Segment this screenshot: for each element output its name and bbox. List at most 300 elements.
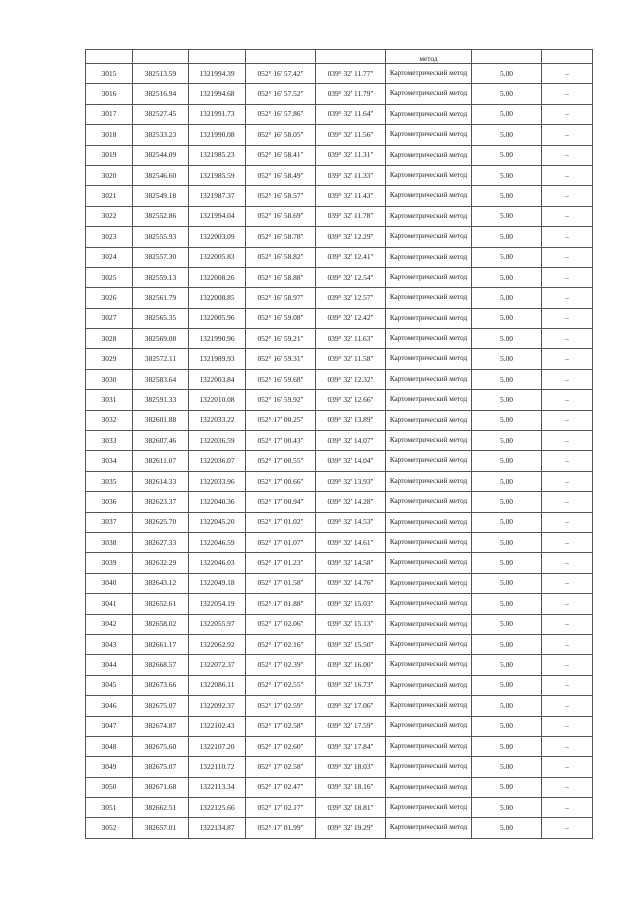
method-cell: Картометрический метод xyxy=(386,247,472,267)
description-cell: – xyxy=(542,186,593,206)
description-cell: – xyxy=(542,451,593,471)
latitude: 052° 16' 57.52" xyxy=(246,84,316,104)
description-cell: – xyxy=(542,369,593,389)
description-cell: – xyxy=(542,247,593,267)
point-number: 3029 xyxy=(86,349,133,369)
y-coordinate: 1322046.03 xyxy=(189,553,246,573)
x-coordinate: 382627.33 xyxy=(133,532,189,552)
point-number: 3022 xyxy=(86,206,133,226)
description-cell: – xyxy=(542,675,593,695)
y-coordinate: 1322033.22 xyxy=(189,410,246,430)
x-coordinate: 382623.37 xyxy=(133,492,189,512)
description-cell: – xyxy=(542,634,593,654)
point-number: 3047 xyxy=(86,716,133,736)
y-coordinate: 1322107.20 xyxy=(189,736,246,756)
latitude: 052° 17' 01.88" xyxy=(246,594,316,614)
table-row xyxy=(86,818,593,838)
description-cell: – xyxy=(542,716,593,736)
description-cell: – xyxy=(542,84,593,104)
table-row xyxy=(86,329,593,349)
method-cell: Картометрический метод xyxy=(386,777,472,797)
y-coordinate: 1322086.11 xyxy=(189,675,246,695)
table-row xyxy=(86,736,593,756)
description-cell: – xyxy=(542,655,593,675)
y-coordinate: 1322049.18 xyxy=(189,573,246,593)
y-coordinate: 1321991.73 xyxy=(189,104,246,124)
longitude: 039° 32' 15.13" xyxy=(316,614,386,634)
longitude: 039° 32' 11.77" xyxy=(316,64,386,84)
description-cell: – xyxy=(542,696,593,716)
longitude: 039° 32' 18.81" xyxy=(316,798,386,818)
method-cell: Картометрический метод xyxy=(386,573,472,593)
y-coordinate: 1322008.85 xyxy=(189,288,246,308)
latitude: 052° 16' 58.49" xyxy=(246,165,316,185)
x-coordinate: 382516.94 xyxy=(133,84,189,104)
table-row xyxy=(86,757,593,777)
method-cell: Картометрический метод xyxy=(386,145,472,165)
precision-cell: 5.00 xyxy=(472,492,542,512)
description-cell: – xyxy=(542,553,593,573)
table-row xyxy=(86,634,593,654)
x-coordinate: 382611.07 xyxy=(133,451,189,471)
table-row xyxy=(86,675,593,695)
point-number: 3016 xyxy=(86,84,133,104)
latitude: 052° 17' 00.66" xyxy=(246,471,316,491)
precision-cell: 5.00 xyxy=(472,145,542,165)
table-row xyxy=(86,655,593,675)
y-coordinate: 1322125.66 xyxy=(189,798,246,818)
precision-cell: 5.00 xyxy=(472,104,542,124)
table-row xyxy=(86,349,593,369)
x-coordinate: 382572.11 xyxy=(133,349,189,369)
x-coordinate: 382661.17 xyxy=(133,634,189,654)
x-coordinate: 382674.87 xyxy=(133,716,189,736)
description-cell: – xyxy=(542,390,593,410)
method-cell: Картометрический метод xyxy=(386,798,472,818)
point-number: 3033 xyxy=(86,431,133,451)
method-cell: Картометрический метод xyxy=(386,349,472,369)
y-coordinate: 1321994.39 xyxy=(189,64,246,84)
method-cell: Картометрический метод xyxy=(386,308,472,328)
point-number: 3038 xyxy=(86,532,133,552)
description-cell: – xyxy=(542,125,593,145)
point-number: 3049 xyxy=(86,757,133,777)
longitude: 039° 32' 14.07" xyxy=(316,431,386,451)
precision-cell: 5.00 xyxy=(472,349,542,369)
point-number: 3034 xyxy=(86,451,133,471)
point-number: 3044 xyxy=(86,655,133,675)
x-coordinate: 382658.02 xyxy=(133,614,189,634)
precision-cell: 5.00 xyxy=(472,267,542,287)
latitude: 052° 17' 02.55" xyxy=(246,675,316,695)
x-coordinate: 382544.09 xyxy=(133,145,189,165)
point-number: 3040 xyxy=(86,573,133,593)
latitude: 052° 17' 01.58" xyxy=(246,573,316,593)
longitude: 039° 32' 11.58" xyxy=(316,349,386,369)
y-coordinate: 1321987.37 xyxy=(189,186,246,206)
latitude: 052° 17' 01.02" xyxy=(246,512,316,532)
method-cell: Картометрический метод xyxy=(386,512,472,532)
precision-cell: 5.00 xyxy=(472,818,542,838)
precision-cell: 5.00 xyxy=(472,757,542,777)
latitude: 052° 16' 58.05" xyxy=(246,125,316,145)
latitude: 052° 16' 58.82" xyxy=(246,247,316,267)
table-row xyxy=(86,716,593,736)
precision-cell: 5.00 xyxy=(472,125,542,145)
y-coordinate: 1322072.37 xyxy=(189,655,246,675)
point-number: 3025 xyxy=(86,267,133,287)
point-number: 3041 xyxy=(86,594,133,614)
x-coordinate: 382552.86 xyxy=(133,206,189,226)
precision-cell: 5.00 xyxy=(472,64,542,84)
method-cell: Картометрический метод xyxy=(386,492,472,512)
method-cell: Картометрический метод xyxy=(386,125,472,145)
description-cell: – xyxy=(542,492,593,512)
description-cell: – xyxy=(542,267,593,287)
point-number: 3036 xyxy=(86,492,133,512)
longitude: 039° 32' 15.03" xyxy=(316,594,386,614)
point-number: 3035 xyxy=(86,471,133,491)
x-coordinate: 382601.88 xyxy=(133,410,189,430)
description-cell: – xyxy=(542,757,593,777)
longitude: 039° 32' 16.73" xyxy=(316,675,386,695)
longitude: 039° 32' 11.33" xyxy=(316,165,386,185)
longitude: 039° 32' 14.28" xyxy=(316,492,386,512)
table-row xyxy=(86,410,593,430)
longitude: 039° 32' 17.59" xyxy=(316,716,386,736)
latitude: 052° 16' 58.97" xyxy=(246,288,316,308)
description-cell: – xyxy=(542,777,593,797)
y-coordinate: 1322102.43 xyxy=(189,716,246,736)
y-coordinate: 1322055.97 xyxy=(189,614,246,634)
longitude: 039° 32' 11.43" xyxy=(316,186,386,206)
y-coordinate: 1321985.59 xyxy=(189,165,246,185)
point-number: 3045 xyxy=(86,675,133,695)
table-row xyxy=(86,431,593,451)
precision-cell: 5.00 xyxy=(472,165,542,185)
point-number: 3018 xyxy=(86,125,133,145)
longitude: 039° 32' 15.50" xyxy=(316,634,386,654)
point-number: 3027 xyxy=(86,308,133,328)
latitude: 052° 17' 02.60" xyxy=(246,736,316,756)
y-coordinate: 1322134.87 xyxy=(189,818,246,838)
table-row xyxy=(86,777,593,797)
method-cell: Картометрический метод xyxy=(386,757,472,777)
method-cell: Картометрический метод xyxy=(386,64,472,84)
x-coordinate: 382555.93 xyxy=(133,227,189,247)
precision-cell: 5.00 xyxy=(472,471,542,491)
longitude: 039° 32' 14.76" xyxy=(316,573,386,593)
y-coordinate: 1322045.20 xyxy=(189,512,246,532)
description-cell: – xyxy=(542,104,593,124)
description-cell: – xyxy=(542,614,593,634)
x-coordinate: 382643.12 xyxy=(133,573,189,593)
description-cell: – xyxy=(542,532,593,552)
method-cell: Картометрический метод xyxy=(386,206,472,226)
x-coordinate: 382583.64 xyxy=(133,369,189,389)
y-coordinate: 1322033.96 xyxy=(189,471,246,491)
y-coordinate: 1321990.08 xyxy=(189,125,246,145)
precision-cell: 5.00 xyxy=(472,390,542,410)
method-cell: Картометрический метод xyxy=(386,696,472,716)
precision-cell: 5.00 xyxy=(472,614,542,634)
point-number: 3037 xyxy=(86,512,133,532)
table-row xyxy=(86,267,593,287)
table-row xyxy=(86,84,593,104)
method-cell: Картометрический метод xyxy=(386,818,472,838)
latitude: 052° 17' 02.59" xyxy=(246,696,316,716)
table-row xyxy=(86,247,593,267)
method-cell: Картометрический метод xyxy=(386,655,472,675)
latitude: 052° 16' 58.41" xyxy=(246,145,316,165)
table-row xyxy=(86,227,593,247)
method-cell: Картометрический метод xyxy=(386,532,472,552)
precision-cell: 5.00 xyxy=(472,431,542,451)
latitude: 052° 16' 59.31" xyxy=(246,349,316,369)
description-cell: – xyxy=(542,736,593,756)
x-coordinate: 382675.07 xyxy=(133,696,189,716)
longitude: 039° 32' 19.29" xyxy=(316,818,386,838)
point-number: 3043 xyxy=(86,634,133,654)
longitude: 039° 32' 17.84" xyxy=(316,736,386,756)
latitude: 052° 17' 00.55" xyxy=(246,451,316,471)
precision-cell: 5.00 xyxy=(472,84,542,104)
description-cell: – xyxy=(542,798,593,818)
method-cell: Картометрический метод xyxy=(386,675,472,695)
latitude: 052° 17' 02.58" xyxy=(246,757,316,777)
y-coordinate: 1322054.19 xyxy=(189,594,246,614)
y-coordinate: 1322092.37 xyxy=(189,696,246,716)
x-coordinate: 382533.23 xyxy=(133,125,189,145)
method-cell: Картометрический метод xyxy=(386,614,472,634)
x-coordinate: 382657.01 xyxy=(133,818,189,838)
table-row xyxy=(86,614,593,634)
precision-cell: 5.00 xyxy=(472,410,542,430)
table-row xyxy=(86,145,593,165)
point-number: 3051 xyxy=(86,798,133,818)
method-cell: Картометрический метод xyxy=(386,329,472,349)
point-number: 3032 xyxy=(86,410,133,430)
x-coordinate: 382632.29 xyxy=(133,553,189,573)
precision-cell: 5.00 xyxy=(472,553,542,573)
latitude: 052° 17' 01.07" xyxy=(246,532,316,552)
method-cell: Картометрический метод xyxy=(386,594,472,614)
longitude: 039° 32' 11.64" xyxy=(316,104,386,124)
precision-cell: 5.00 xyxy=(472,451,542,471)
x-coordinate: 382614.33 xyxy=(133,471,189,491)
description-cell: – xyxy=(542,308,593,328)
method-cell: Картометрический метод xyxy=(386,104,472,124)
longitude: 039° 32' 14.53" xyxy=(316,512,386,532)
latitude: 052° 16' 59.92" xyxy=(246,390,316,410)
latitude: 052° 17' 02.06" xyxy=(246,614,316,634)
table-row xyxy=(86,573,593,593)
y-coordinate: 1322003.84 xyxy=(189,369,246,389)
precision-cell: 5.00 xyxy=(472,512,542,532)
x-coordinate: 382591.33 xyxy=(133,390,189,410)
precision-cell: 5.00 xyxy=(472,288,542,308)
description-cell: – xyxy=(542,512,593,532)
method-cell: Картометрический метод xyxy=(386,390,472,410)
method-cell: Картометрический метод xyxy=(386,369,472,389)
x-coordinate: 382673.66 xyxy=(133,675,189,695)
description-cell: – xyxy=(542,573,593,593)
precision-cell: 5.00 xyxy=(472,798,542,818)
description-cell: – xyxy=(542,145,593,165)
point-number: 3019 xyxy=(86,145,133,165)
y-coordinate: 1322036.07 xyxy=(189,451,246,471)
table-row xyxy=(86,451,593,471)
method-cell: Картометрический метод xyxy=(386,165,472,185)
x-coordinate: 382565.35 xyxy=(133,308,189,328)
description-cell: – xyxy=(542,431,593,451)
table-row xyxy=(86,553,593,573)
latitude: 052° 16' 57.42" xyxy=(246,64,316,84)
description-cell: – xyxy=(542,818,593,838)
x-coordinate: 382549.18 xyxy=(133,186,189,206)
table-row xyxy=(86,390,593,410)
x-coordinate: 382675.60 xyxy=(133,736,189,756)
method-cell: Картометрический метод xyxy=(386,227,472,247)
y-coordinate: 1321994.04 xyxy=(189,206,246,226)
y-coordinate: 1322046.59 xyxy=(189,532,246,552)
y-coordinate: 1322003.09 xyxy=(189,227,246,247)
latitude: 052° 16' 58.69" xyxy=(246,206,316,226)
point-number: 3031 xyxy=(86,390,133,410)
table-row xyxy=(86,512,593,532)
method-cell: Картометрический метод xyxy=(386,410,472,430)
precision-cell: 5.00 xyxy=(472,308,542,328)
x-coordinate: 382652.61 xyxy=(133,594,189,614)
table-row xyxy=(86,288,593,308)
x-coordinate: 382569.08 xyxy=(133,329,189,349)
precision-cell: 5.00 xyxy=(472,655,542,675)
table-row xyxy=(86,165,593,185)
point-number: 3030 xyxy=(86,369,133,389)
longitude: 039° 32' 12.66" xyxy=(316,390,386,410)
method-cell: Картометрический метод xyxy=(386,634,472,654)
y-coordinate: 1322008.26 xyxy=(189,267,246,287)
method-cell: Картометрический метод xyxy=(386,716,472,736)
x-coordinate: 382513.59 xyxy=(133,64,189,84)
latitude: 052° 17' 01.99" xyxy=(246,818,316,838)
longitude: 039° 32' 11.63" xyxy=(316,329,386,349)
table-row xyxy=(86,104,593,124)
longitude: 039° 32' 18.16" xyxy=(316,777,386,797)
method-fragment: метод xyxy=(386,50,472,64)
longitude: 039° 32' 13.89" xyxy=(316,410,386,430)
longitude: 039° 32' 12.42" xyxy=(316,308,386,328)
point-number: 3050 xyxy=(86,777,133,797)
point-number: 3042 xyxy=(86,614,133,634)
y-coordinate: 1322040.36 xyxy=(189,492,246,512)
description-cell: – xyxy=(542,206,593,226)
precision-cell: 5.00 xyxy=(472,675,542,695)
longitude: 039° 32' 18.03" xyxy=(316,757,386,777)
y-coordinate: 1322110.72 xyxy=(189,757,246,777)
table-row xyxy=(86,186,593,206)
latitude: 052° 17' 02.47" xyxy=(246,777,316,797)
latitude: 052° 16' 58.88" xyxy=(246,267,316,287)
description-cell: – xyxy=(542,165,593,185)
description-cell: – xyxy=(542,227,593,247)
x-coordinate: 382671.68 xyxy=(133,777,189,797)
longitude: 039° 32' 11.78" xyxy=(316,206,386,226)
table-row xyxy=(86,125,593,145)
table-row xyxy=(86,471,593,491)
longitude: 039° 32' 11.56" xyxy=(316,125,386,145)
x-coordinate: 382527.45 xyxy=(133,104,189,124)
table-row xyxy=(86,369,593,389)
method-cell: Картометрический метод xyxy=(386,186,472,206)
method-cell: Картометрический метод xyxy=(386,471,472,491)
latitude: 052° 16' 59.68" xyxy=(246,369,316,389)
precision-cell: 5.00 xyxy=(472,634,542,654)
description-cell: – xyxy=(542,349,593,369)
description-cell: – xyxy=(542,64,593,84)
method-cell: Картометрический метод xyxy=(386,553,472,573)
point-number: 3048 xyxy=(86,736,133,756)
point-number: 3021 xyxy=(86,186,133,206)
latitude: 052° 16' 59.21" xyxy=(246,329,316,349)
x-coordinate: 382662.51 xyxy=(133,798,189,818)
precision-cell: 5.00 xyxy=(472,573,542,593)
point-number: 3020 xyxy=(86,165,133,185)
table-row xyxy=(86,696,593,716)
x-coordinate: 382546.60 xyxy=(133,165,189,185)
latitude: 052° 17' 02.16" xyxy=(246,634,316,654)
point-number: 3046 xyxy=(86,696,133,716)
precision-cell: 5.00 xyxy=(472,716,542,736)
longitude: 039° 32' 13.93" xyxy=(316,471,386,491)
x-coordinate: 382557.30 xyxy=(133,247,189,267)
y-coordinate: 1322005.96 xyxy=(189,308,246,328)
y-coordinate: 1322005.83 xyxy=(189,247,246,267)
latitude: 052° 17' 02.39" xyxy=(246,655,316,675)
longitude: 039° 32' 12.41" xyxy=(316,247,386,267)
method-cell: Картометрический метод xyxy=(386,84,472,104)
x-coordinate: 382607.46 xyxy=(133,431,189,451)
table-row xyxy=(86,594,593,614)
description-cell: – xyxy=(542,594,593,614)
longitude: 039° 32' 14.04" xyxy=(316,451,386,471)
longitude: 039° 32' 17.06" xyxy=(316,696,386,716)
y-coordinate: 1321994.68 xyxy=(189,84,246,104)
point-number: 3026 xyxy=(86,288,133,308)
point-number: 3028 xyxy=(86,329,133,349)
table-row xyxy=(86,798,593,818)
precision-cell: 5.00 xyxy=(472,594,542,614)
point-number: 3024 xyxy=(86,247,133,267)
y-coordinate: 1322036.59 xyxy=(189,431,246,451)
description-cell: – xyxy=(542,329,593,349)
x-coordinate: 382559.13 xyxy=(133,267,189,287)
y-coordinate: 1321990.96 xyxy=(189,329,246,349)
table-row xyxy=(86,492,593,512)
y-coordinate: 1322062.92 xyxy=(189,634,246,654)
point-number: 3017 xyxy=(86,104,133,124)
table-row xyxy=(86,532,593,552)
precision-cell: 5.00 xyxy=(472,329,542,349)
precision-cell: 5.00 xyxy=(472,247,542,267)
method-cell: Картометрический метод xyxy=(386,736,472,756)
precision-cell: 5.00 xyxy=(472,227,542,247)
longitude: 039° 32' 12.54" xyxy=(316,267,386,287)
table-row xyxy=(86,308,593,328)
longitude: 039° 32' 11.31" xyxy=(316,145,386,165)
table-row xyxy=(86,64,593,84)
precision-cell: 5.00 xyxy=(472,736,542,756)
